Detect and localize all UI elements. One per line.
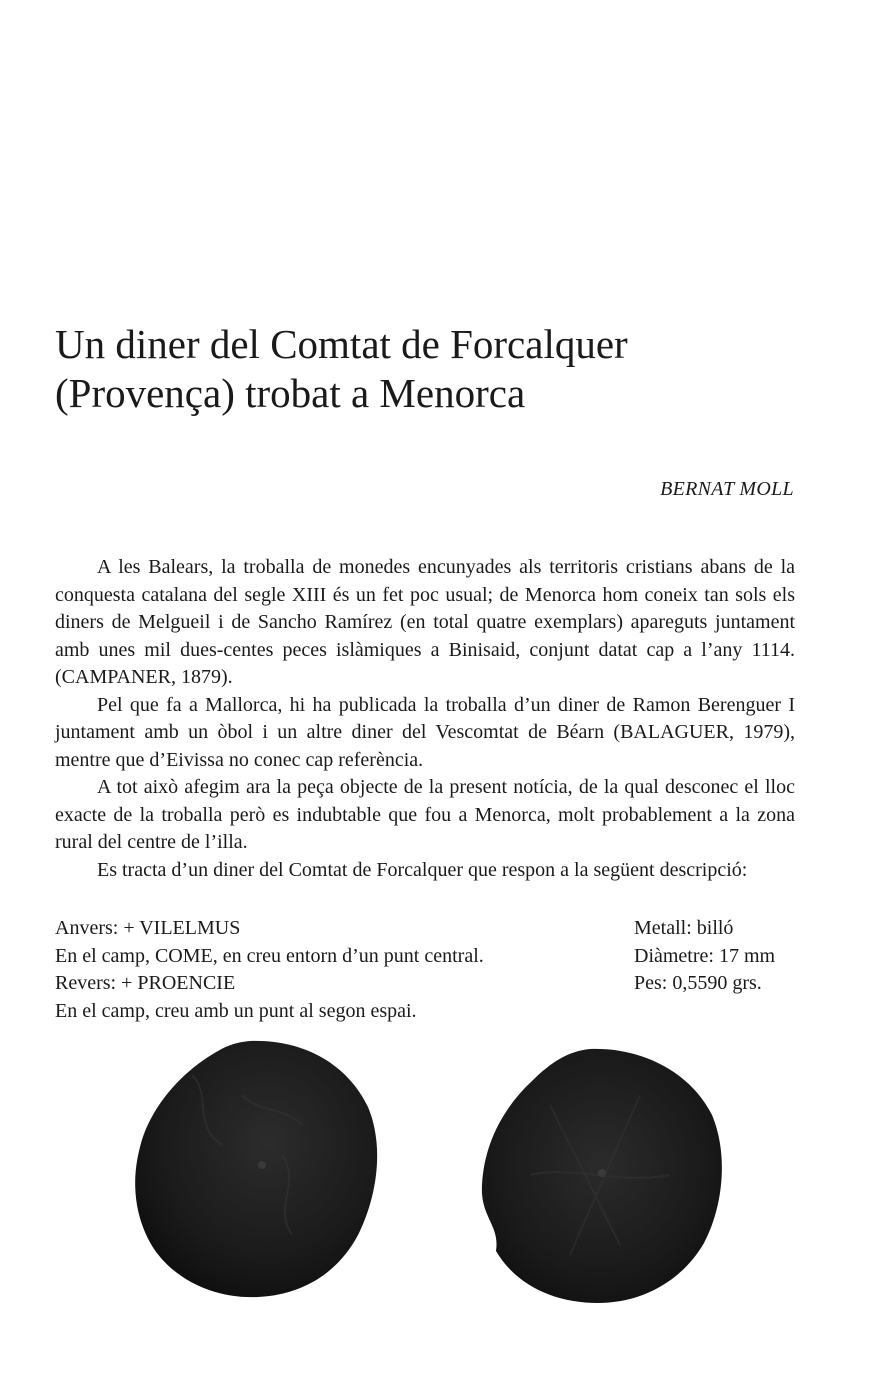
article-title — [55, 320, 815, 418]
obverse-legend: Anvers: + VILELMUS — [55, 917, 241, 939]
paragraph-2: Pel que fa a Mallorca, hi ha publicada la troballa d’un diner de Ramon Berenguer I juntament amb un òbol i un altre diner del Vescomtat de Béarn (BALAGUER, 1979), mentre que d’Eivissa no conec cap referència. — [55, 693, 795, 771]
title-line-2: (Provença) trobat a Menorca — [55, 370, 526, 416]
paragraph-4: Es tracta d’un diner del Comtat de Forcalquer que respon a la següent descripció: — [97, 858, 748, 881]
obverse-field: En el camp, COME, en creu entorn d’un punt central. — [55, 944, 484, 967]
coin-reverse-photo — [470, 1045, 728, 1307]
metal-spec: Metall: billó — [634, 917, 734, 939]
weight-spec: Pes: 0,5590 grs. — [634, 972, 762, 994]
title-line-1: Un diner del Comtat de Forcalquer — [55, 321, 628, 367]
coin-description — [55, 915, 615, 1025]
coin-obverse-photo — [132, 1035, 382, 1300]
paragraph-3: A tot això afegim ara la peça objecte de la present notícia, de la qual desconec el lloc exacte de la troballa però es indubtable que fou a Menorca, molt probablement a la zona rural del centre de l’illa. — [55, 776, 795, 853]
author-name: BERNAT MOLL — [660, 478, 794, 500]
paragraph-1: A les Balears, la troballa de monedes encunyades als territoris cristians abans de la conquesta catalana del segle XIII és un fet poc usual; de Menorca hom coneix tan sols els diners de Melgueil i de Sancho Ramírez (en total quatre exemplars) apareguts juntament amb unes mil dues-centes peces islàmiques a Binisaid, conjunt datat cap a l’any 1114. (CAMPANER, 1879). — [55, 556, 795, 688]
reverse-field: En el camp, creu amb un punt al segon espai. — [55, 999, 417, 1022]
coin-specs — [634, 915, 775, 998]
reverse-legend: Revers: + PROENCIE — [55, 972, 236, 994]
article-body — [55, 554, 795, 884]
diameter-spec: Diàmetre: 17 mm — [634, 944, 776, 967]
